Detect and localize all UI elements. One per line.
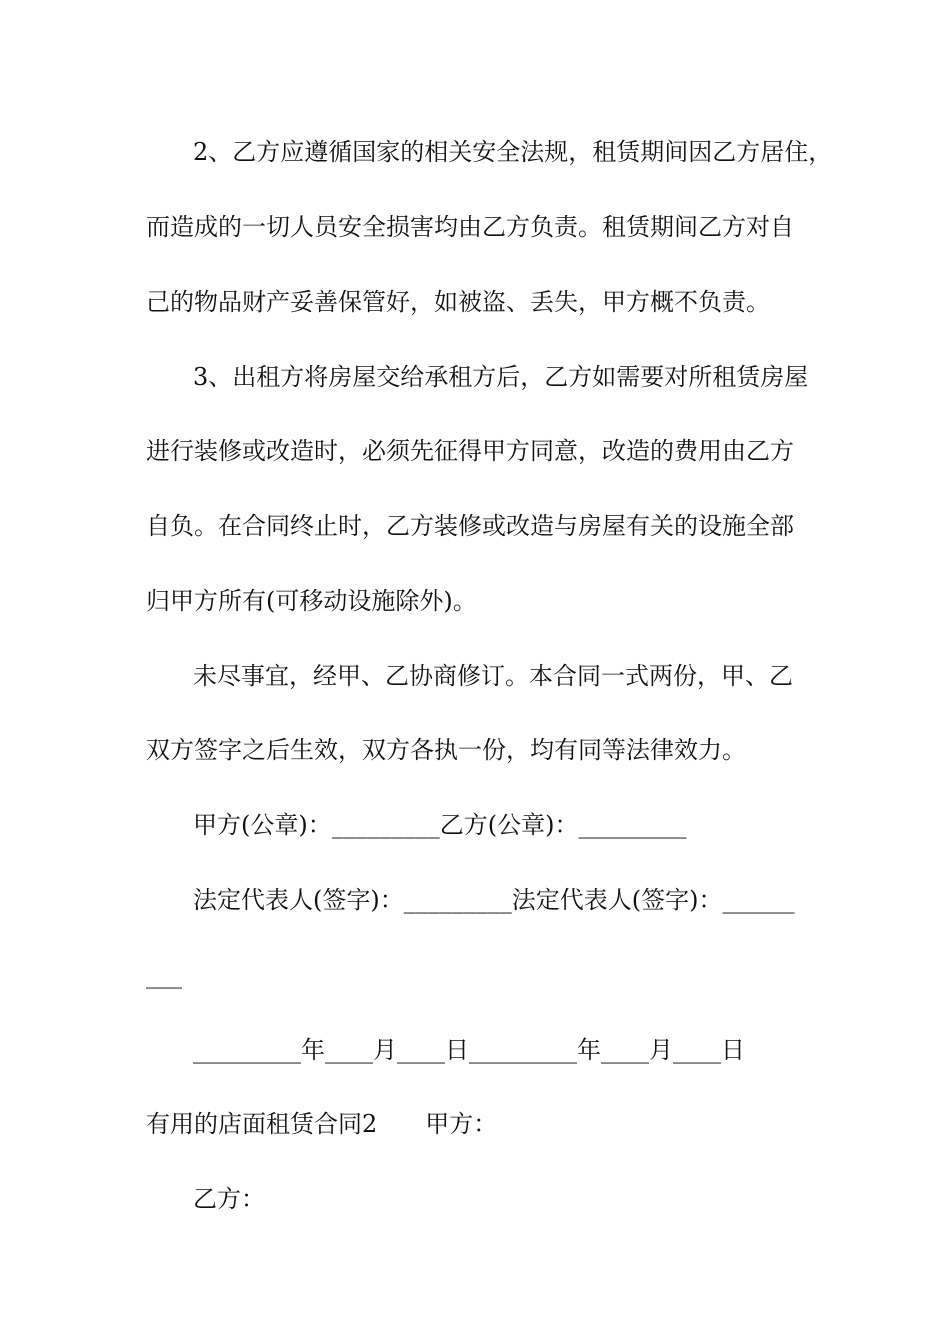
- seal-signature-line: 甲方(公章)：_________乙方(公章)：_________: [193, 811, 687, 839]
- clause-2-line-2: 而造成的一切人员安全损害均由乙方负责。租赁期间乙方对自: [146, 213, 794, 241]
- party-b-line: 乙方：: [193, 1185, 265, 1213]
- closing-paragraph-line-2: 双方签字之后生效，双方各执一份，均有同等法律效力。: [146, 736, 746, 764]
- clause-3-line-1: 3、出租方将房屋交给承租方后，乙方如需要对所租赁房屋: [193, 363, 809, 391]
- clause-3-line-3: 自负。在合同终止时，乙方装修或改造与房屋有关的设施全部: [146, 512, 794, 540]
- clause-3-line-2: 进行装修或改造时，必须先征得甲方同意，改造的费用由乙方: [146, 437, 794, 465]
- legal-representative-line-wrap: ___: [146, 961, 182, 989]
- date-line: _________年____月____日_________年____月____日: [193, 1036, 745, 1064]
- legal-representative-line: 法定代表人(签字)：_________法定代表人(签字)：______: [193, 886, 795, 914]
- clause-2-line-1: 2、乙方应遵循国家的相关安全法规，租赁期间因乙方居住，: [193, 138, 833, 166]
- clause-2-line-3: 己的物品财产妥善保管好，如被盗、丢失，甲方概不负责。: [146, 288, 770, 316]
- closing-paragraph-line-1: 未尽事宜，经甲、乙协商修订。本合同一式两份，甲、乙: [193, 662, 793, 690]
- clause-3-line-4: 归甲方所有(可移动设施除外)。: [146, 587, 477, 615]
- contract-2-heading-line: 有用的店面租赁合同2 甲方：: [146, 1110, 498, 1138]
